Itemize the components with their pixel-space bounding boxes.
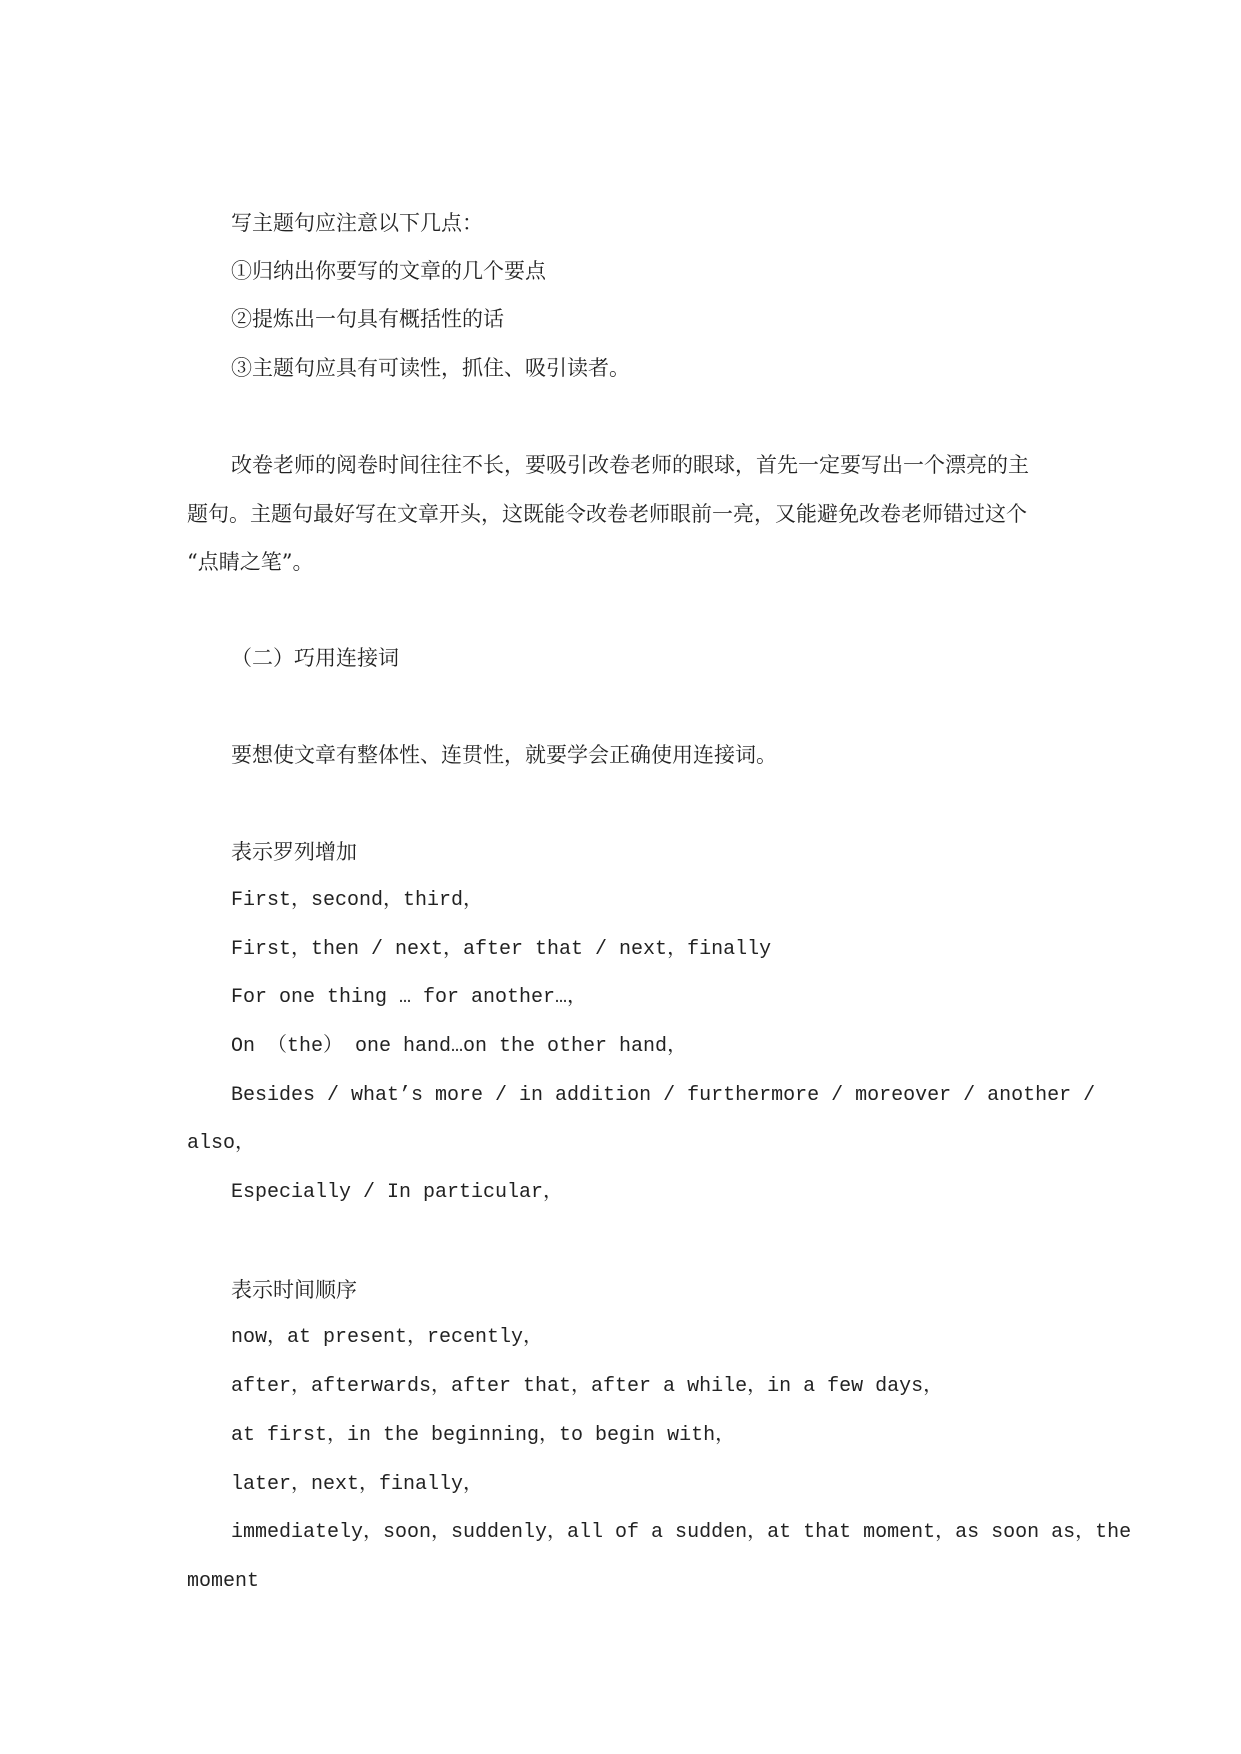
connector-line: also， [187, 1132, 256, 1155]
connector-line: Especially / In particular， [231, 1181, 564, 1204]
paragraph-line: 题句。主题句最好写在文章开头，这既能令改卷老师眼前一亮，又能避免改卷老师错过这个 [187, 502, 1027, 526]
paragraph-line: 改卷老师的阅卷时间往往不长，要吸引改卷老师的眼球，首先一定要写出一个漂亮的主 [231, 453, 1029, 477]
point-item: ③主题句应具有可读性，抓住、吸引读者。 [231, 356, 630, 380]
topic-sentence-intro: 写主题句应注意以下几点： [231, 211, 483, 235]
section-heading: （二）巧用连接词 [231, 646, 399, 670]
section-intro: 要想使文章有整体性、连贯性，就要学会正确使用连接词。 [231, 743, 777, 767]
connector-line: moment [187, 1570, 260, 1593]
connector-line: after，afterwards，after that，after a while，in a few days， [231, 1375, 944, 1398]
connector-line: immediately，soon，suddenly，all of a sudden，at that moment，as soon as，the [231, 1521, 1132, 1544]
paragraph-line: “点睛之笔”。 [187, 550, 314, 574]
subsection-heading: 表示时间顺序 [231, 1278, 357, 1302]
connector-line: On （the） one hand…on the other hand， [231, 1035, 688, 1058]
point-item: ①归纳出你要写的文章的几个要点 [231, 259, 546, 283]
connector-line: Besides / what’s more / in addition / furthermore / moreover / another / [231, 1084, 1096, 1107]
point-item: ②提炼出一句具有概括性的话 [231, 307, 504, 331]
connector-line: at first，in the beginning，to begin with， [231, 1424, 736, 1447]
connector-line: First，then / next，after that / next，finally [231, 938, 772, 961]
connector-line: For one thing … for another…， [231, 986, 588, 1009]
subsection-heading: 表示罗列增加 [231, 840, 357, 864]
connector-line: now，at present，recently， [231, 1326, 544, 1349]
connector-line: later，next，finally， [231, 1473, 484, 1496]
connector-line: First，second，third， [231, 889, 484, 912]
